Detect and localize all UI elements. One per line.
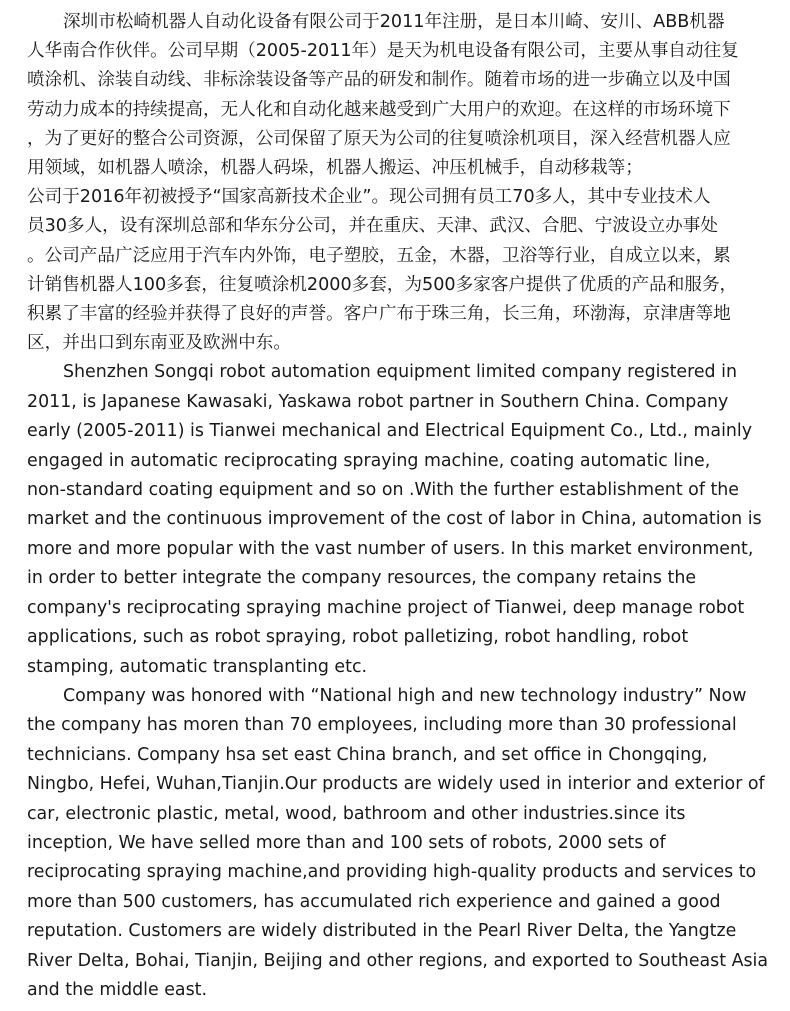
intro-paragraph-english-2 [27,682,767,1005]
text-line: and the middle east. [27,979,207,1000]
text-line: company's reciprocating spraying machine project of Tianwei, deep manage robot [27,597,745,618]
text-line: 区，并出口到东南亚及欧洲中东。 [27,333,291,354]
text-line: 用领域，如机器人喷涂，机器人码垛，机器人搬运、冲压机械手，自动移栽等； [27,158,643,179]
text-line: Shenzhen Songqi robot automation equipment limited company registered in [63,362,737,383]
text-line: reputation. Customers are widely distributed in the Pearl River Delta, the Yangtze [27,921,737,942]
text-line: applications, such as robot spraying, robot palletizing, robot handling, robot [27,627,689,648]
text-line: Ningbo, Hefei, Wuhan,Tianjin.Our products are widely used in interior and exterior of [27,774,765,795]
text-line: 深圳市松崎机器人自动化设备有限公司于2011年注册，是日本川崎、安川、ABB机器 [63,12,725,32]
text-line: non-standard coating equipment and so on .With the further establishment of the [27,480,740,501]
text-line: 员30多人，设有深圳总部和华东分公司，并在重庆、天津、武汉、合肥、宁波设立办事处 [27,216,718,237]
text-line: reciprocating spraying machine,and providing high-quality products and services to [27,862,757,883]
text-line: 人华南合作伙伴。公司早期（2005-2011年）是天为机电设备有限公司，主要从事自动往复 [27,41,739,62]
text-line: car, electronic plastic, metal, wood, bathroom and other industries.since its [27,803,686,824]
text-line: 积累了丰富的经验并获得了良好的声誉。客户广布于珠三角，长三角，环渤海，京津唐等地 [27,304,731,325]
text-line: early (2005-2011) is Tianwei mechanical and Electrical Equipment Co., Ltd., mainly [27,421,753,442]
text-line: engaged in automatic reciprocating spraying machine, coating automatic line, [27,450,711,471]
intro-paragraph-english-1 [27,358,767,681]
text-line: Company was honored with “National high and new technology industry” Now [63,685,747,706]
intro-paragraph-chinese [27,8,767,358]
text-line: more than 500 customers, has accumulated rich experience and gained a good [27,891,721,912]
text-line: ，为了更好的整合公司资源，公司保留了原天为公司的往复喷涂机项目，深入经营机器人应 [27,128,731,149]
text-line: River Delta, Bohai, Tianjin, Beijing and other regions, and exported to Southeast Asia [27,950,769,971]
text-line: the company has moren than 70 employees, including more than 30 professional [27,715,737,736]
text-line: 2011, is Japanese Kawasaki, Yaskawa robot partner in Southern China. Company [27,391,729,412]
text-line: 劳动力成本的持续提高，无人化和自动化越来越受到广大用户的欢迎。在这样的市场环境下 [27,99,731,120]
text-line: more and more popular with the vast number of users. In this market environment, [27,538,754,559]
text-line: stamping, automatic transplanting etc. [27,656,368,677]
company-profile [27,8,767,1005]
text-line: 公司于2016年初被授予“国家高新技术企业”。现公司拥有员工70多人，其中专业技术人 [27,187,711,208]
text-line: technicians. Company hsa set east China branch, and set office in Chongqing, [27,744,708,765]
text-line: 计销售机器人100多套，往复喷涂机2000多套，为500多家客户提供了优质的产品和服务， [27,274,738,295]
text-line: inception, We have selled more than and 100 sets of robots, 2000 sets of [27,832,666,853]
text-line: 喷涂机、涂装自动线、非标涂装设备等产品的研发和制作。随着市场的进一步确立以及中国 [27,70,731,91]
text-line: market and the continuous improvement of the cost of labor in China, automation is [27,509,762,530]
text-line: in order to better integrate the company resources, the company retains the [27,568,697,589]
text-line: 。公司产品广泛应用于汽车内外饰，电子塑胶，五金，木器，卫浴等行业，自成立以来，累 [27,245,731,266]
